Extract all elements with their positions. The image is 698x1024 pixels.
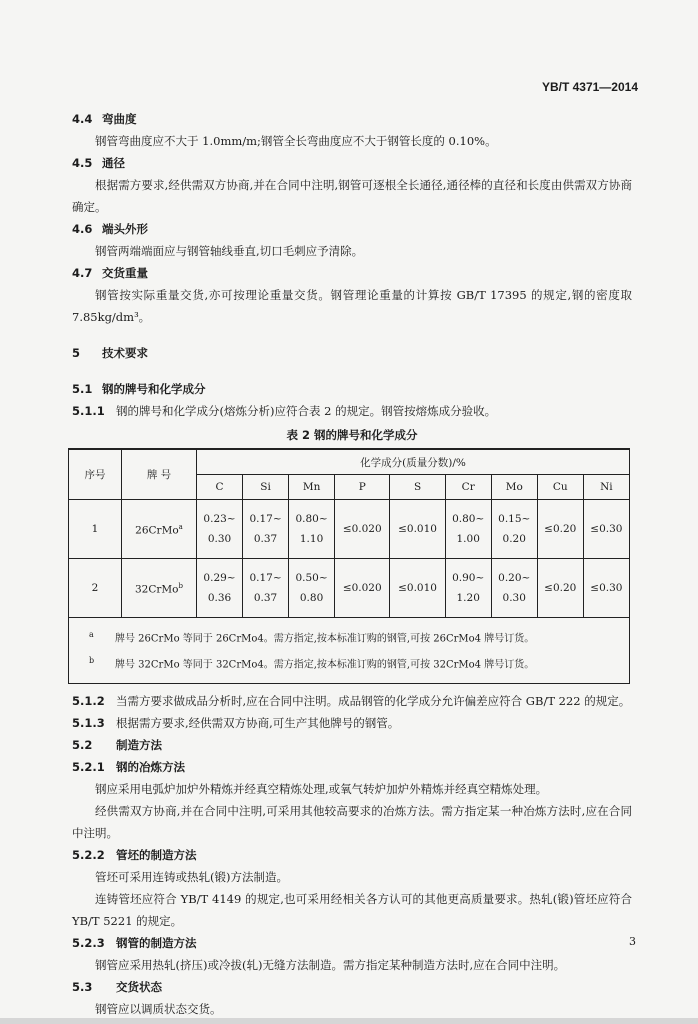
header-element: Cr [445, 475, 491, 500]
section-number: 5.3 [72, 979, 93, 994]
footnote-ref: a [178, 523, 183, 532]
table-header-row [69, 449, 630, 475]
range-max: 0.20 [502, 533, 526, 545]
range-min: 0.15~ [498, 513, 531, 525]
cell-grade [122, 500, 197, 559]
cell-c [197, 559, 243, 618]
paragraph: 连铸管坯应符合 YB/T 4149 的规定,也可采用经相关各方认可的其他更高质量要求。热轧(锻)管坯应符合 YB/T 5221 的规定。 [72, 891, 632, 928]
section-title: 钢的牌号和化学成分 [102, 382, 206, 396]
paragraph: 经供需双方协商,并在合同中注明,可采用其他较高要求的冶炼方法。需方指定某一种冶炼方法时,应在合同中注明。 [72, 803, 632, 840]
section-title: 弯曲度 [102, 112, 137, 126]
footnote-ref: b [178, 582, 183, 591]
footnote [89, 650, 629, 676]
cell-mn [289, 500, 335, 559]
header-element: Mo [491, 475, 537, 500]
range-max: 0.30 [207, 533, 232, 545]
chapter-heading [72, 342, 632, 364]
header-seq: 序号 [69, 449, 122, 500]
header-element: Mn [289, 475, 335, 500]
section-number: 5.1 [72, 382, 93, 396]
cell-s: ≤0.010 [390, 559, 445, 618]
section-number: 5 [72, 346, 81, 360]
range-max: 0.80 [299, 592, 324, 604]
paragraph: 钢管弯曲度应不大于 1.0mm/m;钢管全长弯曲度应不大于钢管长度的 0.10%。 [95, 134, 497, 148]
footnote [89, 624, 629, 650]
header-element: S [390, 475, 445, 500]
header-grade: 牌 号 [122, 449, 197, 500]
section-heading [72, 976, 632, 998]
section-number: 5.1.3 [72, 715, 105, 730]
range-max: 0.37 [253, 592, 278, 604]
section-heading [72, 152, 632, 174]
section-number: 5.2 [72, 737, 93, 752]
section-number: 4.7 [72, 266, 93, 280]
cell-si [243, 559, 289, 618]
paragraph: 根据需方要求,经供需双方协商,并在合同中注明,钢管可逐根全长通径,通径棒的直径和长度由供需双方协商确定。 [72, 178, 632, 214]
paragraph: 钢管按实际重量交货,亦可按理论重量交货。钢管理论重量的计算按 GB/T 17395 的规定,钢的密度取 7.85kg/dm³。 [72, 288, 632, 324]
header-element: P [335, 475, 390, 500]
section-number: 4.5 [72, 156, 93, 170]
clause-text: 钢的牌号和化学成分(熔炼分析)应符合表 2 的规定。钢管按熔炼成分验收。 [116, 404, 497, 418]
section-heading [72, 756, 632, 778]
header-element: Cu [537, 475, 583, 500]
section-heading [72, 932, 632, 954]
section-number: 4.4 [72, 112, 93, 126]
table-footnotes [69, 618, 630, 684]
cell-c [197, 500, 243, 559]
cell-s: ≤0.010 [390, 500, 445, 559]
range-max: 0.30 [502, 592, 526, 604]
footnote-mark: a [89, 630, 94, 639]
cell-seq: 2 [69, 559, 122, 618]
section-title: 端头外形 [102, 222, 149, 236]
cell-grade [122, 559, 197, 618]
clause [72, 690, 632, 712]
chemical-composition-table [68, 448, 630, 684]
cell-mo [491, 500, 537, 559]
section-title: 管坯的制造方法 [116, 847, 197, 862]
section-number: 5.1.1 [72, 404, 105, 418]
section-title: 交货状态 [116, 979, 162, 994]
section-title: 技术要求 [102, 346, 149, 360]
spacer [72, 328, 632, 342]
section-heading [72, 734, 632, 756]
section-heading [72, 108, 632, 130]
section-title: 制造方法 [116, 737, 162, 752]
range-max: 0.36 [207, 592, 232, 604]
range-min: 0.29~ [203, 572, 236, 584]
section-title: 通径 [102, 156, 126, 170]
section-heading [72, 844, 632, 866]
header-element: Si [243, 475, 289, 500]
header-composition: 化学成分(质量分数)/% [197, 449, 630, 475]
cell-p: ≤0.020 [335, 559, 390, 618]
range-max: 1.20 [456, 592, 480, 604]
paragraph: 管坯可采用连铸或热轧(锻)方法制造。 [95, 869, 288, 884]
cell-mn [289, 559, 335, 618]
paragraph: 钢管两端端面应与钢管轴线垂直,切口毛刺应予清除。 [95, 244, 364, 258]
footnote-text: 牌号 32CrMo 等同于 32CrMo4。需方指定,按本标准订购的钢管,可按 32CrMo4 牌号订货。 [115, 659, 535, 671]
table-caption: 表 2 钢的牌号和化学成分 [286, 428, 418, 442]
range-max: 1.10 [299, 533, 324, 545]
section-title: 钢的冶炼方法 [116, 759, 185, 774]
paragraph: 钢管应以调质状态交货。 [95, 1001, 222, 1016]
section-number: 5.2.1 [72, 759, 105, 774]
cell-ni: ≤0.30 [583, 559, 629, 618]
clause-text: 根据需方要求,经供需双方协商,可生产其他牌号的钢管。 [116, 715, 400, 730]
section-number: 4.6 [72, 222, 93, 236]
header-element: Ni [583, 475, 629, 500]
header-element: C [197, 475, 243, 500]
range-min: 0.50~ [295, 572, 328, 584]
grade-name: 26CrMo [135, 524, 179, 537]
cell-cr [445, 500, 491, 559]
table-row [69, 500, 630, 559]
table-footnote-row [69, 618, 630, 684]
spacer [72, 364, 632, 378]
cell-cr [445, 559, 491, 618]
range-min: 0.17~ [249, 572, 282, 584]
table-row [69, 559, 630, 618]
scan-edge [0, 1018, 698, 1024]
range-max: 1.00 [456, 533, 480, 545]
paragraph: 钢应采用电弧炉加炉外精炼并经真空精炼处理,或氧气转炉加炉外精炼并经真空精炼处理。 [95, 781, 548, 796]
range-min: 0.23~ [203, 513, 236, 525]
footnote-text: 牌号 26CrMo 等同于 26CrMo4。需方指定,按本标准订购的钢管,可按 26CrMo4 牌号订货。 [115, 633, 535, 645]
section-heading [72, 262, 632, 284]
cell-p: ≤0.020 [335, 500, 390, 559]
clause-text: 当需方要求做成品分析时,应在合同中注明。成品钢管的化学成分允许偏差应符合 GB/T 222 的规定。 [116, 693, 631, 708]
paragraph: 钢管应采用热轧(挤压)或冷拔(轧)无缝方法制造。需方指定某种制造方法时,应在合同中注明。 [95, 957, 566, 972]
range-min: 0.80~ [452, 513, 485, 525]
section-title: 钢管的制造方法 [116, 935, 197, 950]
page-content [72, 108, 632, 1020]
cell-mo [491, 559, 537, 618]
cell-cu: ≤0.20 [537, 500, 583, 559]
section-heading [72, 218, 632, 240]
cell-si [243, 500, 289, 559]
clause [72, 400, 632, 422]
page-number: 3 [629, 935, 636, 948]
footnote-mark: b [89, 656, 95, 666]
standard-code: YB/T 4371—2014 [541, 80, 638, 94]
cell-seq: 1 [69, 500, 122, 559]
range-min: 0.80~ [295, 513, 328, 525]
cell-cu: ≤0.20 [537, 559, 583, 618]
section-number: 5.2.3 [72, 935, 105, 950]
grade-name: 32CrMo [135, 583, 179, 596]
section-heading [72, 378, 632, 400]
range-min: 0.17~ [249, 513, 282, 525]
section-title: 交货重量 [102, 266, 149, 280]
section-number: 5.1.2 [72, 693, 105, 708]
cell-ni: ≤0.30 [583, 500, 629, 559]
range-max: 0.37 [253, 533, 278, 545]
range-min: 0.90~ [452, 572, 485, 584]
range-min: 0.20~ [498, 572, 531, 584]
section-number: 5.2.2 [72, 847, 105, 862]
clause [72, 712, 632, 734]
